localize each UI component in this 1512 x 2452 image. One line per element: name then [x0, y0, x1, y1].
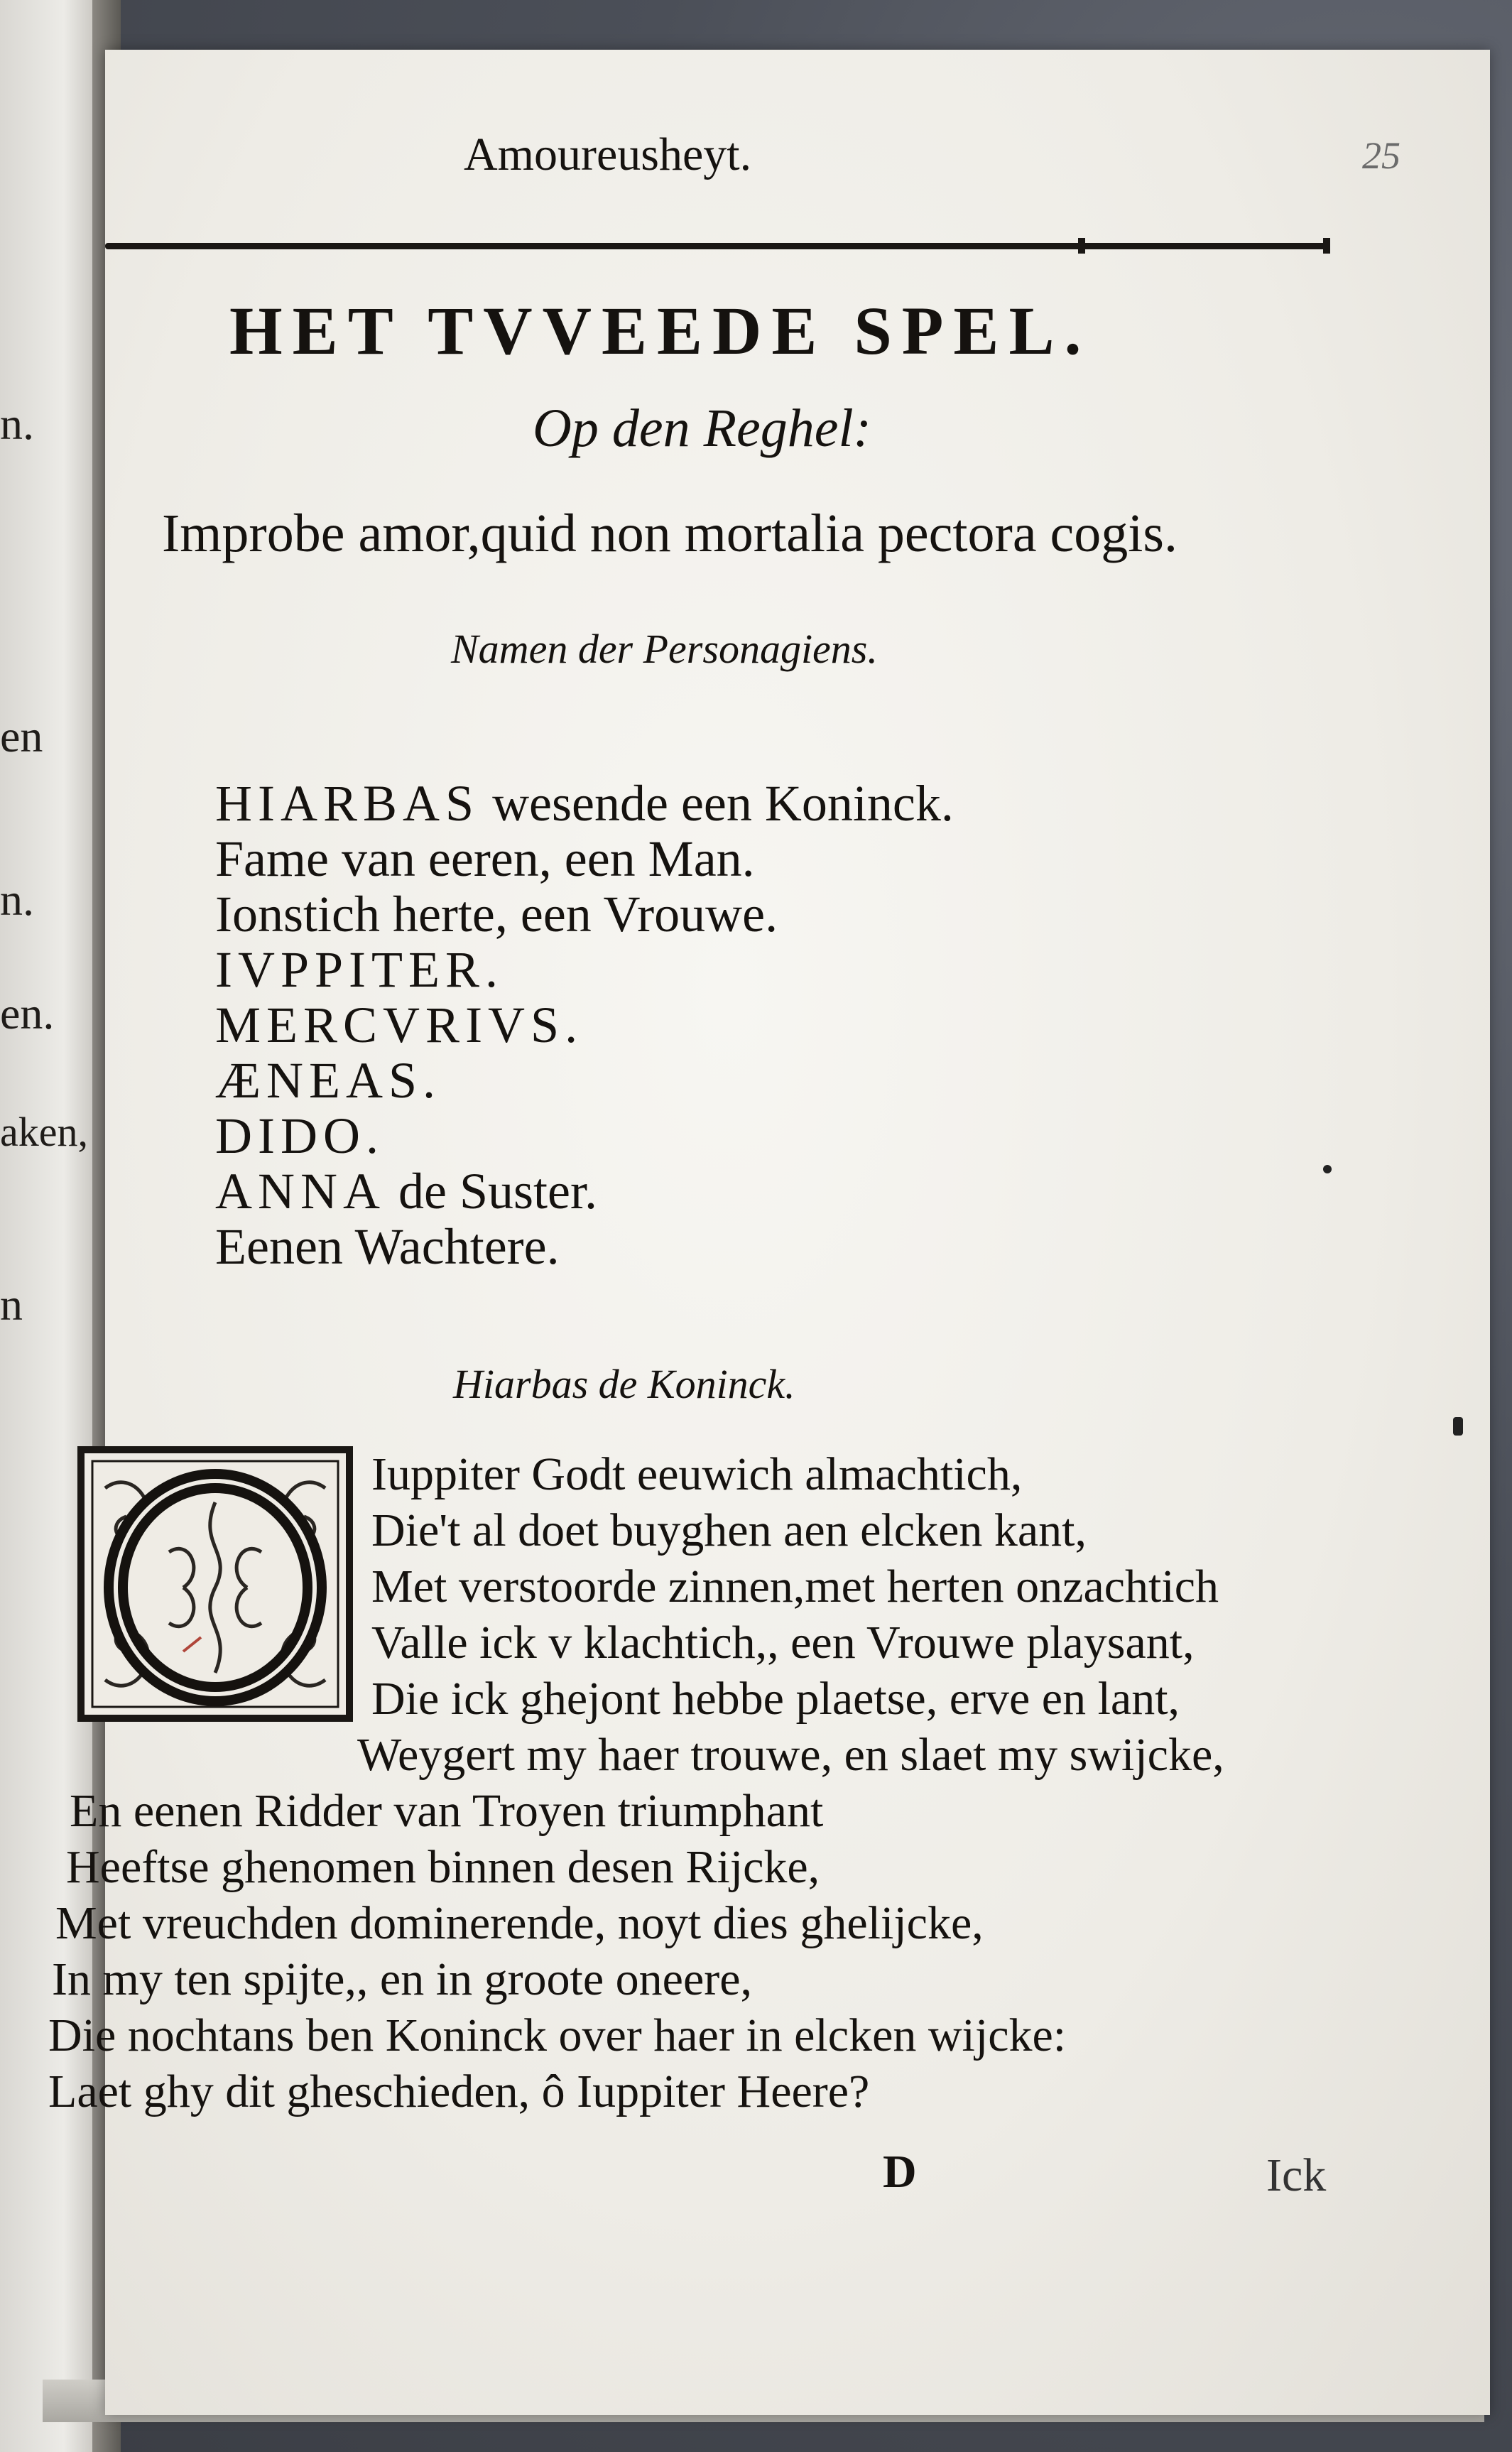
verse-line: Weygert my haer trouwe, en slaet my swijcke,	[357, 1729, 1224, 1781]
verse-line: Laet ghy dit gheschieden, ô Iuppiter Heere?	[48, 2066, 870, 2117]
cast-heading: Namen der Personagiens.	[451, 626, 878, 672]
decorated-initial	[77, 1445, 354, 1723]
verse-line: En eenen Ridder van Troyen triumphant	[70, 1785, 824, 1837]
cast-entry	[215, 996, 583, 1055]
verse-line: Valle ick v klachtich,, een Vrouwe playsant,	[371, 1617, 1195, 1669]
page-mark	[1453, 1417, 1463, 1436]
cast-entry	[215, 885, 778, 944]
verse-line: Die ick ghejont hebbe plaetse, erve en lant,	[371, 1673, 1180, 1725]
catchword: Ick	[1266, 2149, 1327, 2201]
cast-name: ÆNEAS.	[215, 1052, 442, 1109]
rule-label: Op den Reghel:	[533, 398, 871, 458]
cast-entry	[215, 774, 954, 833]
latin-motto: Improbe amor,quid non mortalia pectora cogis.	[162, 504, 1177, 563]
header-rule	[105, 243, 1330, 249]
cast-desc: Ionstich herte, een Vrouwe.	[215, 886, 778, 943]
left-page-fragment: en	[0, 711, 43, 761]
cast-desc: wesende een Koninck.	[492, 775, 954, 832]
cast-entry	[215, 1217, 560, 1276]
cast-desc: Fame van eeren, een Man.	[215, 830, 755, 887]
cast-name: HIARBAS	[215, 775, 480, 832]
folio-number: 25	[1362, 134, 1400, 177]
cast-entry	[215, 1107, 384, 1166]
left-page-fragment: n	[0, 1279, 23, 1330]
signature-mark: D	[883, 2146, 917, 2198]
verse-line: Die nochtans ben Koninck over haer in elcken wijcke:	[48, 2009, 1067, 2061]
speaker-name: Hiarbas de Koninck.	[453, 1361, 795, 1407]
cast-desc: de Suster.	[398, 1163, 597, 1220]
left-page-fragment: n.	[0, 398, 34, 449]
verse-line: Met verstoorde zinnen,met herten onzachtich	[371, 1561, 1219, 1612]
verse-line: Met vreuchden dominerende, noyt dies ghelijcke,	[55, 1897, 984, 1949]
book-page	[48, 50, 1490, 2415]
left-page-fragment: aken,	[0, 1109, 88, 1155]
verse-line: Die't al doet buyghen aen elcken kant,	[371, 1504, 1087, 1556]
cast-entry	[215, 940, 504, 999]
left-page-fragment: en.	[0, 988, 55, 1038]
verse-line: Heeftse ghenomen binnen desen Rijcke,	[66, 1841, 820, 1893]
cast-desc: Eenen Wachtere.	[215, 1218, 560, 1275]
verse-line: In my ten spijte,, en in groote oneere,	[52, 1953, 753, 2005]
left-page-fragment: n.	[0, 874, 34, 925]
page-title: HET TVVEEDE SPEL.	[229, 293, 1092, 369]
verse-line: Iuppiter Godt eeuwich almachtich,	[371, 1448, 1023, 1500]
ink-speck	[1323, 1165, 1332, 1173]
cast-entry	[215, 830, 755, 889]
cast-entry	[215, 1051, 441, 1110]
cast-name: ANNA	[215, 1163, 386, 1220]
cast-entry	[215, 1162, 597, 1221]
cast-name: MERCVRIVS.	[215, 997, 584, 1053]
cast-name: DIDO.	[215, 1107, 384, 1164]
cast-name: IVPPITER.	[215, 941, 504, 998]
running-head: Amoureusheyt.	[464, 129, 752, 180]
